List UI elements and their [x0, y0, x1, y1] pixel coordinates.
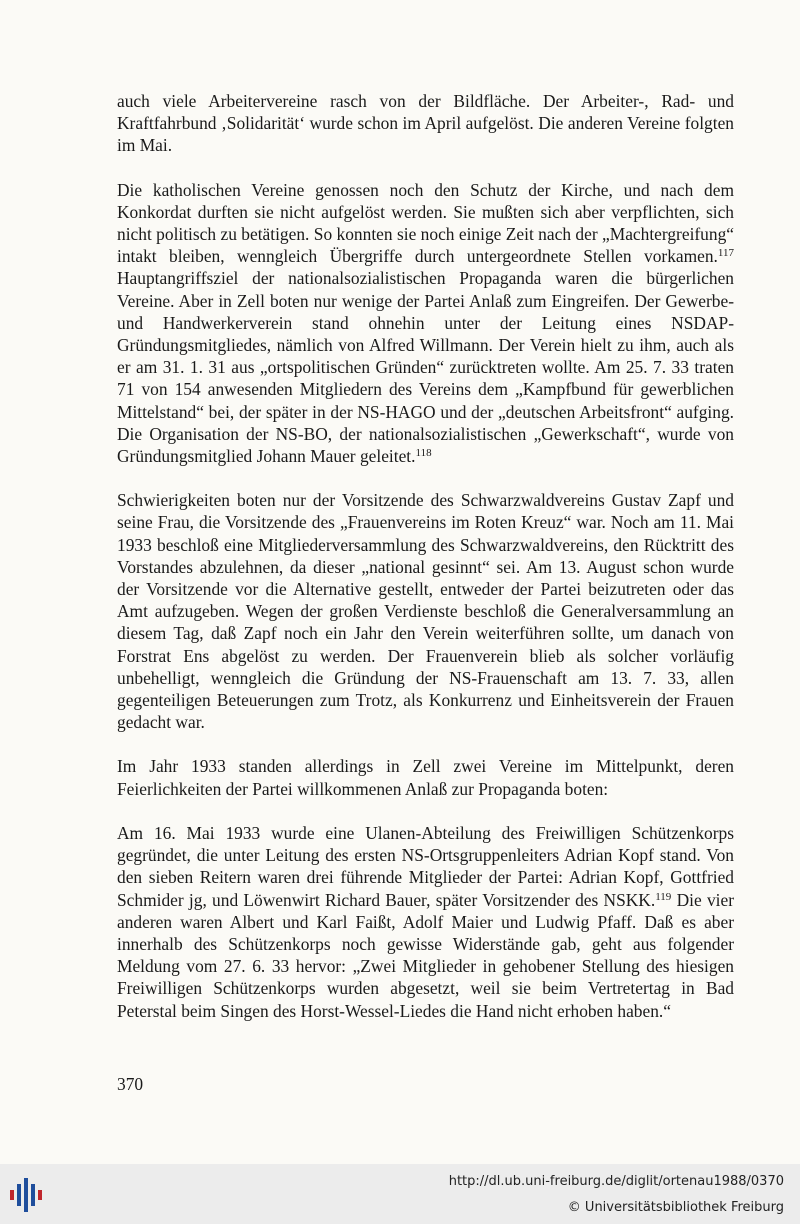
paragraph-3: Schwierigkeiten boten nur der Vorsitzende des Schwarzwaldvereins Gustav Zapf und seine Frau, die Vorsitzende des „Frauenvereins im Roten Kreuz“ war. Noch am 11. Mai 1933 beschloß eine Mitgliederversammlung des Schwarzwaldvereins, den Rücktritt des Vorstandes abzulehnen, da dieser „national gesinnt“ sei. Am 13. August schon wurde der Vorsitzende vor die Alternative gestellt, entweder der Partei beizutreten oder das Amt aufzugeben. Wegen der großen Verdienste beschloß die Generalversammlung an diesem Tag, daß Zapf noch ein Jahr den Verein weiterführen sollte, um danach von Forstrat Ens abgelöst zu werden. Der Frauenverein blieb als solcher vorläufig unbehelligt, wenngleich die Gründung der NS-Frauenschaft am 13. 7. 33, allen gegenteiligen Beteuerungen zum Trotz, als Konkurrenz und Einheitsverein der Frauen gedacht war. — [117, 490, 734, 733]
footer-bar — [0, 1164, 800, 1224]
library-logo-icon — [8, 1172, 48, 1218]
paragraph-5: Am 16. Mai 1933 wurde eine Ulanen-Abteilung des Freiwilligen Schützenkorps gegründet, die unter Leitung des ersten NS-Ortsgruppenleiters Adrian Kopf stand. Von den sieben Reitern waren drei führende Mitglieder der Partei: Adrian Kopf, Gottfried Schmider jg, und Löwenwirt Richard Bauer, später Vorsitzender des NSKK.$^{119}$ Die vier anderen waren Albert und Karl Faißt, Adolf Maier und Ludwig Pfaff. Daß es aber innerhalb des Schützenkorps noch gewisse Widerstände gab, geht aus folgender Meldung vom 27. 6. 33 hervor: „Zwei Mitglieder in gehobener Stellung des hiesigen Freiwilligen Schützenkorps wurden abgesetzt, weil sie beim Vertretertag in Bad Peterstal beim Singen des Horst-Wessel-Liedes die Hand nicht erhoben haben.“ — [117, 822, 734, 1021]
page-number: 370 — [117, 1074, 144, 1094]
footnote-ref-119: 119 — [655, 890, 672, 903]
body-text — [117, 90, 734, 1044]
source-url-link[interactable]: http://dl.ub.uni-freiburg.de/diglit/ortenau1988/0370 — [448, 1174, 784, 1189]
footnote-ref-117: 117 — [717, 247, 734, 260]
paragraph-1: auch viele Arbeitervereine rasch von der Bildfläche. Der Arbeiter-, Rad- und Kraftfahrbund ‚Solidarität‘ wurde schon im April aufgelöst. Die anderen Vereine folgten im Mai. — [117, 91, 734, 156]
paragraph-2: Die katholischen Vereine genossen noch den Schutz der Kirche, und nach dem Konkordat durften sie nicht aufgelöst werden. Sie mußten sich aber verpflichten, sich nicht politisch zu betätigen. So konnten sie noch einige Zeit nach der „Machtergreifung“ intakt bleiben, wenngleich Übergriffe durch untergeordnete Stellen vorkamen.$^{117}$ Hauptangriffsziel der nationalsozialistischen Propaganda waren die bürgerlichen Vereine. Aber in Zell boten nur wenige der Partei Anlaß zum Eingreifen. Der Gewerbe- und Handwerkerverein stand ohnehin unter der Leitung eines NSDAP-Gründungsmitgliedes, nämlich von Alfred Willmann. Der Verein hielt zu ihm, auch als er am 31. 1. 31 aus „ortspolitischen Gründen“ zurücktreten wollte. Am 25. 7. 33 traten 71 von 154 anwesenden Mitgliedern des Vereins dem „Kampfbund für gewerblichen Mittelstand“ bei, der später in der NS-HAGO und der „deutschen Arbeitsfront“ aufging. Die Organisation der NS-BO, der nationalsozialistischen „Gewerkschaft“, wurde von Gründungsmitglied Johann Mauer geleitet.$^{118}$ — [117, 179, 734, 467]
footnote-ref-118: 118 — [415, 447, 432, 460]
paragraph-4: Im Jahr 1933 standen allerdings in Zell zwei Vereine im Mittelpunkt, deren Feierlichkeiten der Partei willkommenen Anlaß zur Propaganda boten: — [117, 756, 734, 799]
copyright-text: © Universitätsbibliothek Freiburg — [567, 1200, 784, 1215]
